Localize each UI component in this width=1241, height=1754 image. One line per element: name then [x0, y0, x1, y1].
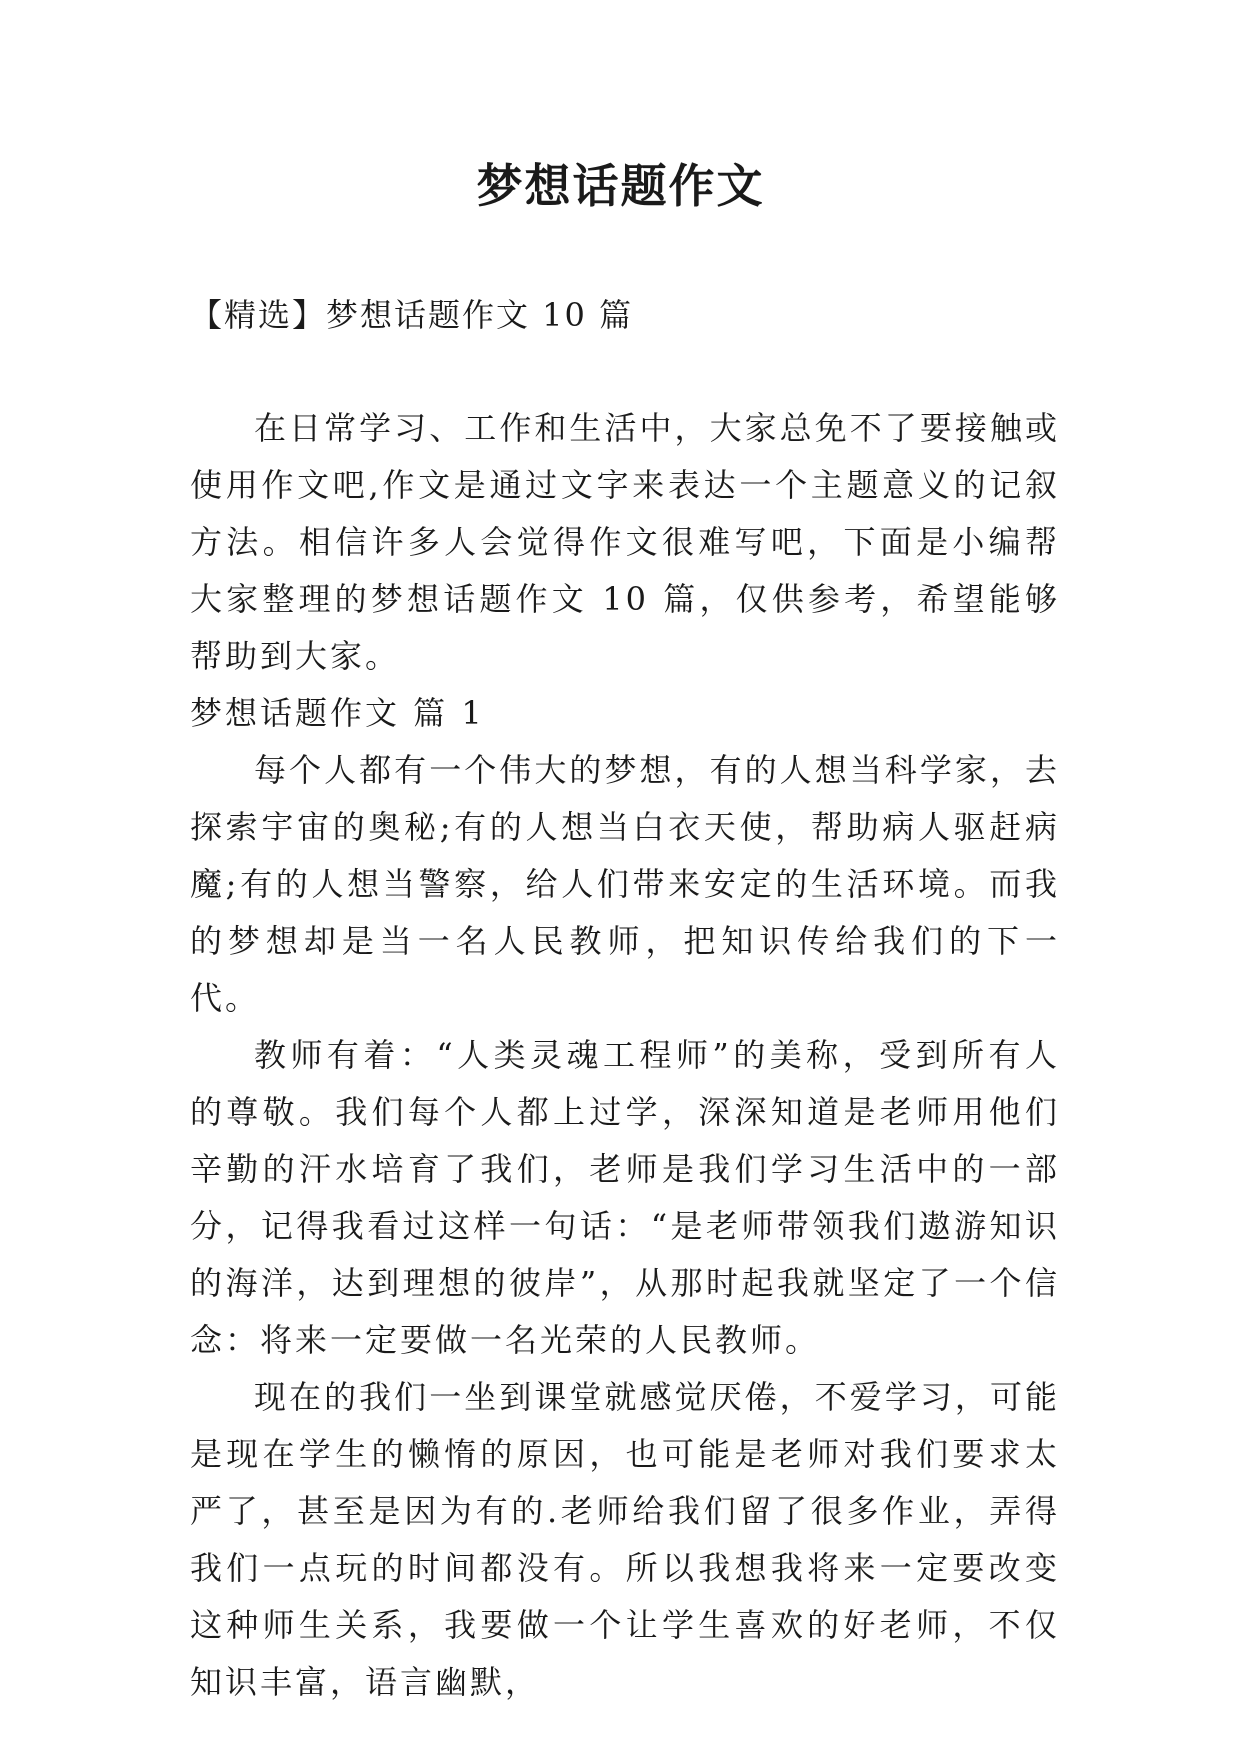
- body-paragraph-2: 教师有着：“人类灵魂工程师”的美称，受到所有人的尊敬。我们每个人都上过学，深深知道是老师用他们辛勤的汗水培育了我们，老师是我们学习生活中的一部分，记得我看过这样一句话：“是老师带领我们遨游知识的海洋，达到理想的彼岸”，从那时起我就坚定了一个信念：将来一定要做一名光荣的人民教师。: [190, 1036, 1060, 1359]
- document-body: [190, 400, 1060, 1711]
- document-title: 梦想话题作文: [476, 159, 765, 213]
- intro-paragraph: 在日常学习、工作和生活中，大家总免不了要接触或使用作文吧,作文是通过文字来表达一个主题意义的记叙方法。相信许多人会觉得作文很难写吧，下面是小编帮大家整理的梦想话题作文 10 篇，仅供参考，希望能够帮助到大家。: [190, 409, 1060, 675]
- document-subtitle: 【精选】梦想话题作文 10 篇: [190, 296, 634, 334]
- body-paragraph-1: 每个人都有一个伟大的梦想，有的人想当科学家，去探索宇宙的奥秘;有的人想当白衣天使，帮助病人驱赶病魔;有的人想当警察，给人们带来安定的生活环境。而我的梦想却是当一名人民教师，把知识传给我们的下一代。: [190, 751, 1060, 1017]
- section-heading: 梦想话题作文 篇 1: [190, 694, 485, 732]
- body-paragraph-3: 现在的我们一坐到课堂就感觉厌倦，不爱学习，可能是现在学生的懒惰的原因，也可能是老师对我们要求太严了，甚至是因为有的.老师给我们留了很多作业，弄得我们一点玩的时间都没有。所以我想我将来一定要改变这种师生关系，我要做一个让学生喜欢的好老师，不仅知识丰富，语言幽默，: [190, 1378, 1060, 1701]
